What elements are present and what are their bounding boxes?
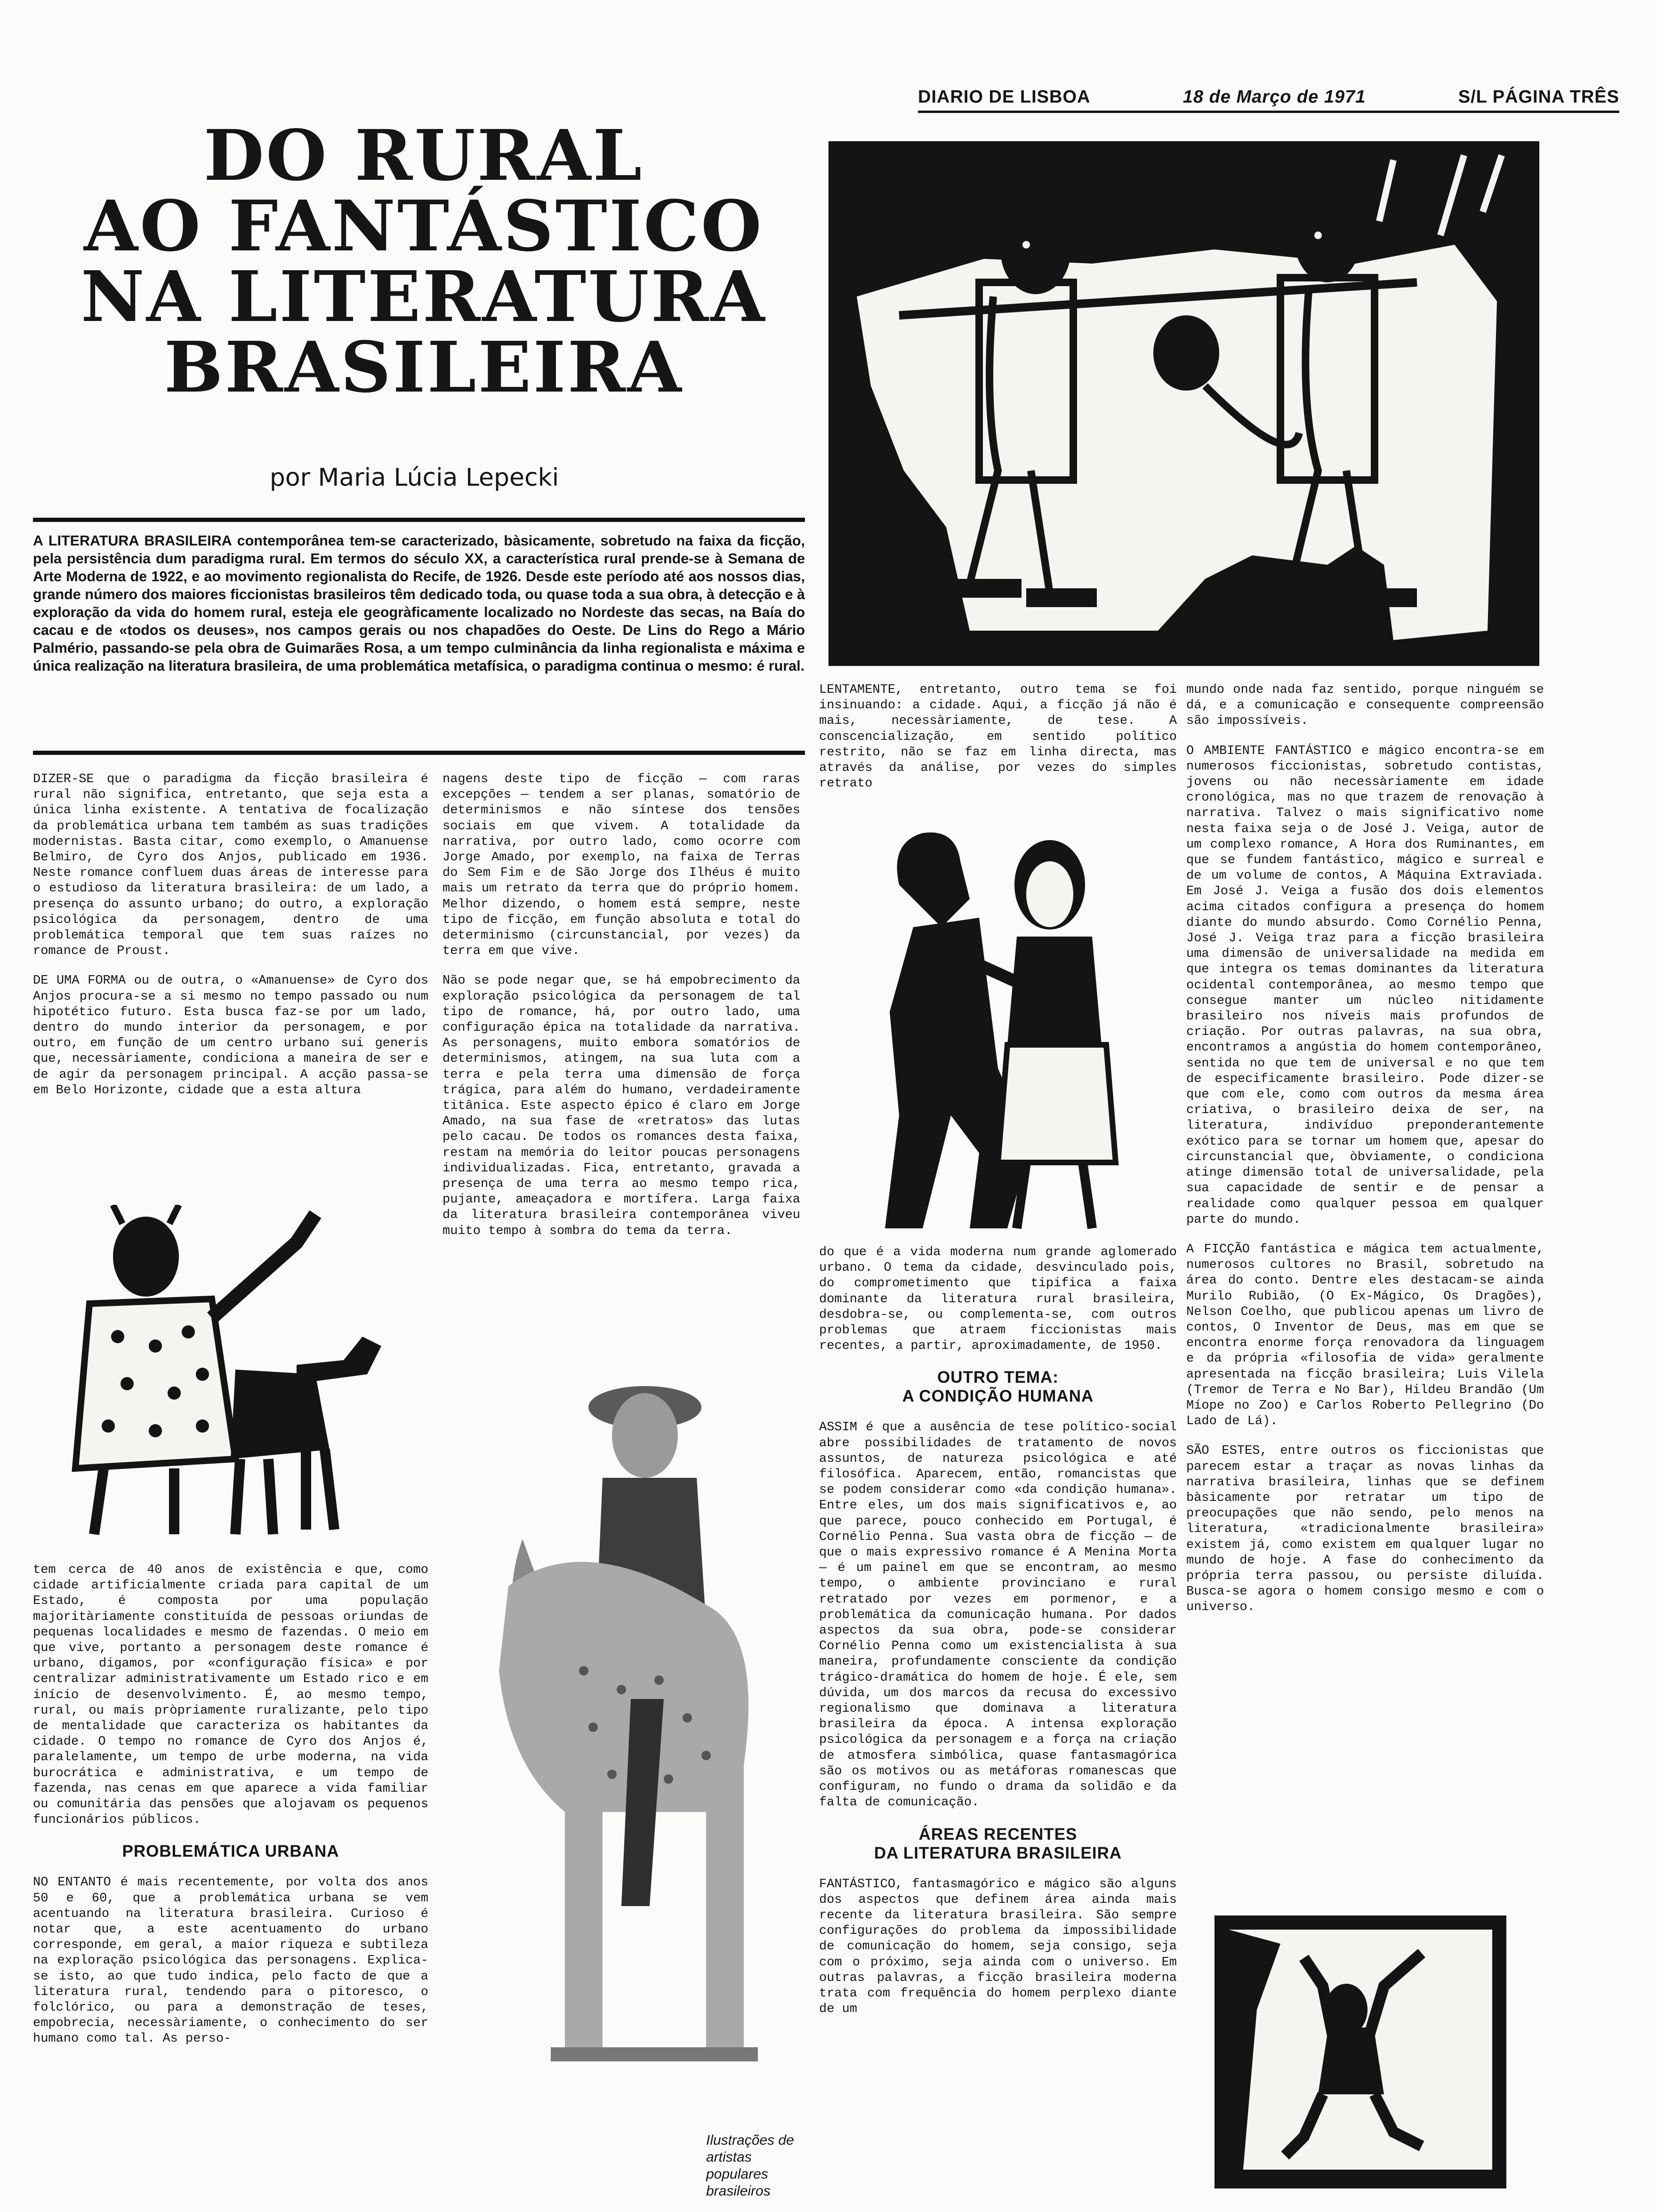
col1-paragraph-2: DE UMA FORMA ou de outra, o «Amanuense» de Cyro dos Anjos procura-se a si mesmo no tempo passado ou num hipotético futuro. Esta busca faz-se por um lado, dentro do mundo interior da personagem, e por outro, em função de um centro urbano sui generis que, necessàriamente, condiciona a maneira de ser e de agir da personagem principal. A acção passa-se em Belo Horizonte, cidade que a esta altura [33,974,428,1098]
col4-paragraph-2: O AMBIENTE FANTÁSTICO e mágico encontra-se em numerosos ficcionistas, sobretudo contistas, jovens ou não necessàriamente em idade cronológica, mas no que trazem de renovação à narrativa. Talvez o mais significativo nome nesta faixa seja o de José J. Veiga, autor de um complexo romance, A Hora dos Ruminantes, em que se fundem fantástico, mágico e surreal e de um volume de contos, A Máquina Extraviada. Em José J. Veiga a fusão dos dois elementos acima citados configura a presença do homem diante do mundo absurdo. Como Cornélio Penna, José J. Veiga traz para a ficção brasileira uma dimensão de universalidade na medida em que integra os temas dominantes da literatura ocidental contemporânea, ao mesmo tempo que consegue manter um núcleo nitidamente brasileiro nos níveis mais profundos de criação. Por outras palavras, na sua obra, encontramos a angústia do homem contemporâneo, sentida no que tem de universal e no que tem de especificamente brasileiro. Pode dizer-se que com ele, como com outros da mesma área criativa, o brasileiro deixa de ser, na literatura, indivíduo preponderantemente exótico para se tornar um homem que, apesar do circunstancial que, òbviamente, o condiciona atinge dimensão total de universalidade, pela sua capacidade de sentir e de pensar a realidade como qualquer pessoa em qualquer parte do mundo. [1186,744,1544,1227]
col3-paragraph-2: do que é a vida moderna num grande aglomerado urbano. O tema da cidade, desvinculado pois, do comprometimento que tipifica a faixa dominante da literatura rural brasileira, desdobra-se, ou complementa-se, com outros problemas que atraem ficcionistas mais recentes, a partir, aproximadamente, de 1950. [819,1245,1177,1354]
column-1 [33,772,428,1233]
paper-name: DIARIO DE LISBOA [918,87,1091,107]
column-1-lower [33,1563,428,2212]
col1-paragraph-3: tem cerca de 40 anos de existência e que, como cidade artificialmente criada para capital de um Estado, é composta por uma população majoritàriamente constituída de pessoas oriundas de pequenas localidades e mesmo de fazendas. O meio em que vive, portanto a personagem deste romance é urbano, digamos, por «configuração física» e por centralizar administrativamente um Estado rico e em início de desenvolvimento. É, ao mesmo tempo, rural, ou mais pròpriamente ruralizante, pelo tipo de mentalidade que caracteriza os habitantes da cidade. O tempo no romance de Cyro dos Anjos é, paralelamente, um tempo de urbe moderna, na vida burocrática e administrativa, e um tempo de fazenda, nas cenas em que aparece a vida familiar ou comunitária das pensões que alojavam os pequenos funcionários públicos. [33,1563,428,1827]
lead-paragraph: A LITERATURA BRASILEIRA contemporânea tem-se caracterizado, bàsicamente, sobretudo na faixa da ficção, pela persistência dum paradigma rural. Em termos do século XX, a característica rural prende-se à Semana de Arte Moderna de 1922, e ao movimento regionalista do Recife, de 1926. Desde este período até aos nossos dias, grande número dos maiores ficcionistas brasileiros têm dedicado toda, ou quase toda a sua obra, à detecção e à exploração da vida do homem rural, esteja ele geogràficamente localizado no Nordeste das secas, na Baía do cacau e de «todos os deuses», nos campos gerais ou nos chapadões do Oeste. De Lins do Rego a Mário Palmério, passando-se pela obra de Guimarães Rosa, a um tempo culminância da linha regionalista e máxima e única realização na literatura brasileira, de uma problemática metafísica, o paradigma continua o mesmo: é rural. [33,533,805,674]
col4-paragraph-1: mundo onde nada faz sentido, porque ninguém se dá, e a comunicação e consequente compreensão são impossíveis. [1186,683,1544,729]
col3-subhead-1b: A CONDIÇÃO HUMANA [902,1387,1094,1406]
woodcut-dancer-image [1215,1915,1506,2188]
woodcut-man-with-goat-icon [33,1205,400,1553]
col1-subhead: PROBLEMÁTICA URBANA [122,1842,339,1861]
headline-line-3: NA LITERATURA [80,256,767,337]
page-section: S/L PÁGINA TRÊS [1458,87,1619,107]
lead-top-rule [33,518,805,522]
col3-paragraph-4: FANTÁSTICO, fantasmagórico e mágico são alguns dos aspectos que definem área ainda mais recente da literatura brasileira. São sempre configurações do problema da impossibilidade de comunicação do homem, seja consigo, seja com o próximo, seja ainda com o universo. Em outras palavras, a ficção brasileira moderna trata com frequência do homem perplexo diante de um [819,1877,1177,2017]
woodcut-couple-image [828,824,1167,1238]
col1-paragraph-1: DIZER-SE que o paradigma da ficção brasileira é rural não significa, entretanto, que seja esta a única linha existente. A tentativa de focalização da problemática urbana tem também as suas tradições modernistas. Basta citar, como exemplo, o Amanuense Belmiro, de Cyro dos Anjos, publicado em 1936. Neste romance confluem duas áreas de interesse para o estudioso da literatura brasileira: de um lado, a presença do assunto urbano; do outro, a exploração psicológica da personagem, dentro de uma problemática temporal que tem suas raízes no romance de Proust. [33,772,428,959]
lead-bottom-rule [33,751,805,755]
column-2 [442,772,800,1327]
col3-subhead-2b: DA LITERATURA BRASILEIRA [874,1843,1122,1862]
col1-paragraph-4: NO ENTANTO é mais recentemente, por volta dos anos 50 e 60, que a problemática urbana se vem acentuando na literatura brasileira. Curioso é notar que, a este acentuamento do urbano corresponde, em geral, a maior riqueza e subtileza na exploração psicológica das personagens. Explica-se isto, ao que tudo indica, pelo facto de que a literatura rural, tendendo para o pitoresco, o folclórico, ou para a demonstração de teses, empobrecia, necessàriamente, o conhecimento do ser humano como tal. As perso- [33,1875,428,2046]
col3-paragraph-1: LENTAMENTE, entretanto, outro tema se foi insinuando: a cidade. Aqui, a ficção já não é mais, necessàriamente, de tese. A conscencialização, em sentido político restrito, não se faz em linha directa, mas através da análise, por vezes do simples retrato [819,683,1177,791]
masthead [918,87,1619,111]
col2-paragraph-2: Não se pode negar que, se há empobrecimento da exploração psicológica da personagem de tal tipo de romance, há, por outro lado, uma configuração épica na totalidade da narrativa. As personagens, muito embora somatórios de determinismos, atingem, na sua luta com a terra e pela terra uma dimensão de força trágica, para além do humano, verdadeiramente titânica. Este aspecto épico é claro em Jorge Amado, na sua fase de «retratos» das lutas pelo cacau. De todos os romances desta faixa, restam na memória do leitor poucas personagens individualizadas. Fica, entretanto, gravada a presença de uma terra ao mesmo tempo rica, pujante, ameaçadora e mortífera. Larga faixa da literatura brasileira contemporânea viveu muito tempo à sombra do tema da terra. [442,974,800,1238]
issue-date: 18 de Março de 1971 [1182,87,1366,107]
headline-line-2: AO FANTÁSTICO [84,185,764,267]
woodcut-man-goat-image [33,1205,400,1553]
headline [71,114,777,408]
column-4 [1186,682,1544,1906]
headline-line-4: BRASILEIRA [164,326,684,408]
woodcut-carriers-icon [828,141,1539,666]
col3-paragraph-3: ASSIM é que a ausência de tese político-social abre possibilidades de tratamento de novos assuntos, de natureza psicológica e até filosófica. Aparecem, então, romancistas que se podem considerar como «da condição humana». Entre eles, um dos mais significativos e, ao que parece, pouco conhecido em Portugal, é Cornélio Penna. Sua vasta obra de ficção — de que o mais expressivo romance é A Menina Morta — é um painel em que se encontram, ao mesmo tempo, o ambiente provinciano e rural retratado por vezes em pormenor, e a problemática da comunicação humana. Por dados aspectos da sua obra, pode-se considerar Cornélio Penna como um existencialista à sua maneira, profundamente consciente da condição trágico-dramática do homem de hoje. É ele, sem dúvida, um dos marcos da recusa do excessivo regionalismo que dominava a literatura brasileira da época. A intensa exploração psicológica da personagem e a força na criação de atmosfera simbólica, quase fantasmagórica são os motivos ou as metáforas romanescas que configuram, no fundo o drama da solidão e da falta de comunicação. [819,1420,1177,1810]
headline-line-1: DO RURAL [203,114,644,196]
col3-subhead-1a: OUTRO TEMA: [937,1368,1059,1387]
column-3-lower [819,1245,1177,2212]
woodcut-couple-icon [828,824,1167,1238]
header-rule [918,111,1619,113]
byline: por Maria Lúcia Lepecki [269,464,559,492]
clay-horseman-figure-icon [442,1341,800,2188]
woodcut-carriers-image [828,141,1539,666]
woodcut-dancer-icon [1215,1915,1506,2188]
clay-horseman-image [442,1341,800,2188]
illustration-caption: Ilustrações de artistas populares brasileiros [706,2132,794,2199]
col4-paragraph-3: A FICÇÃO fantástica e mágica tem actualmente, numerosos cultores no Brasil, sobretudo na área do conto. Dentre eles destacam-se ainda Murilo Rubião, (O Ex-Mágico, Os Dragões), Nelson Coelho, que publicou apenas um livro de contos, O Inventor de Deus, mas em que se encontra enorme força renovadora da linguagem e da própria «filosofia de vida» geralmente apresentada na ficção brasileira; Luis Vilela (Tremor de Terra e No Bar), Hildeu Brandão (Um Míope no Zoo) e Carlos Roberto Pellegrino (Do Lado de Lá). [1186,1242,1544,1429]
column-3 [819,682,1177,819]
col4-paragraph-4: SÃO ESTES, entre outros os ficcionistas que parecem estar a traçar as novas linhas da narrativa brasileira, linhas que se definem bàsicamente por retratar um tipo de preocupações que não sendo, pelo menos na literatura, «tradicionalmente brasileira» existem já, como existem em qualquer lugar no mundo de hoje. A fase do conhecimento da própria terra passou, ou persiste diluída. Busca-se agora o homem consigo mesmo e com o universo. [1186,1444,1544,1615]
col2-paragraph-1: nagens deste tipo de ficção — com raras excepções — tendem a ser planas, somatório de determinismos e não síntese dos tensões sociais em que vivem. A totalidade da narrativa, por outro lado, como ocorre com Jorge Amado, por exemplo, na faixa de Terras do Sem Fim e de São Jorge dos Ilhéus é muito mais um retrato da terra que do próprio homem. Melhor dizendo, o homem está sempre, neste tipo de ficção, em função absoluta e total do determinismo (circunstancial, por vezes) da terra em que vive. [442,772,800,959]
col3-subhead-2a: ÁREAS RECENTES [918,1825,1078,1843]
